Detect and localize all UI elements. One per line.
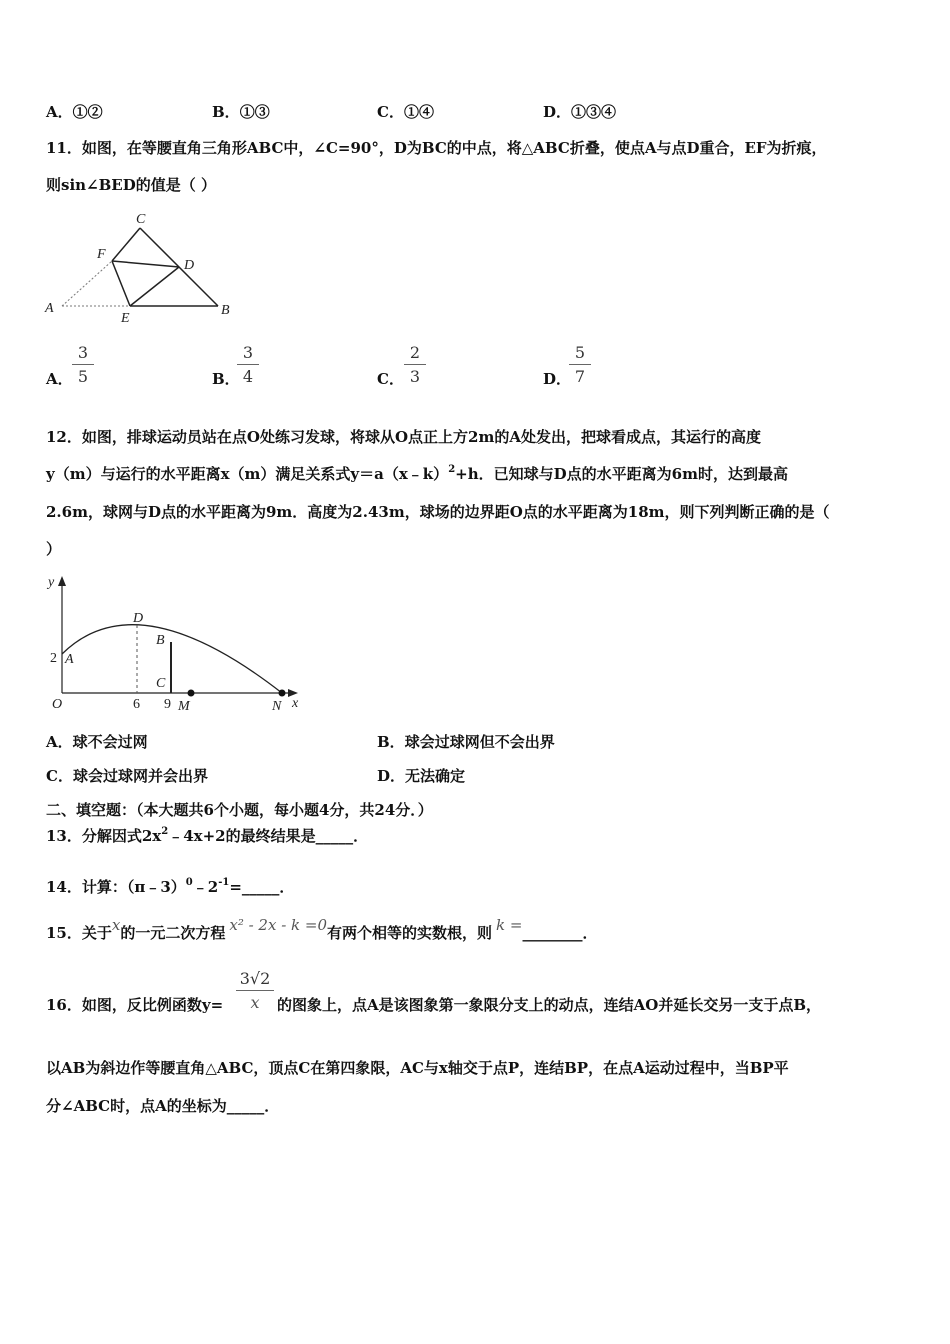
q16-post: 的图象上，点A是该图象第一象限分支上的动点，连结AO并延长交另一支于点B， — [277, 996, 822, 1014]
q12-stem-line2: y（m）与运行的水平距离x（m）满足关系式y＝a（x﹣k）$^2$+h．已知球与D点的水平距离为6m时，达到最高 — [46, 464, 788, 483]
label-two: 2 — [50, 651, 57, 666]
q11-triangle-figure — [40, 208, 240, 328]
label-b: B — [221, 303, 230, 318]
label-a: A — [45, 301, 54, 316]
q12-option-a: A．球不会过网 — [46, 733, 148, 751]
var-k: k = — [496, 916, 523, 934]
q12-trajectory-figure — [40, 570, 320, 716]
q14-stem: 14．计算：$(\pi﹣3)^0﹣2^{-1}=\_\_\_\_\_$． — [46, 877, 295, 896]
q16-line3: 分∠ABC时，点A的坐标为_____． — [46, 1097, 280, 1115]
q11-option-c-letter: C． — [377, 370, 404, 388]
label-nine: 9 — [164, 697, 171, 712]
q16-line2: 以AB为斜边作等腰直角△ABC，顶点C在第四象限，AC与x轴交于点P，连结BP，在点A运动过程中，当BP平 — [46, 1059, 789, 1077]
q10-option-a: A．①② — [46, 103, 103, 121]
label-d: D — [133, 611, 144, 626]
q12-option-c: C．球会过球网并会出界 — [46, 767, 208, 785]
q10-option-c: C．①④ — [377, 103, 434, 121]
equation: x² - 2x - k =0 — [229, 916, 328, 934]
label-c: C — [136, 212, 146, 227]
q11-option-d-letter: D． — [543, 370, 572, 388]
q16-fraction: 3√2 x — [236, 969, 274, 1012]
label-o: O — [52, 697, 63, 712]
var-x: x — [111, 916, 121, 934]
label-c: C — [156, 676, 166, 691]
q11-option-a-letter: A． — [46, 370, 73, 388]
q11-option-c-fraction: 2 3 — [404, 343, 426, 386]
label-n: N — [272, 699, 282, 714]
q11-option-b-fraction: 3 4 — [237, 343, 259, 386]
q12-stem-line4: ） — [46, 540, 62, 558]
label-y: y — [48, 575, 55, 590]
q11-option-b-letter: B． — [212, 370, 240, 388]
label-six: 6 — [133, 697, 140, 712]
q10-option-d: D．①③④ — [543, 103, 617, 121]
q12-option-d: D．无法确定 — [377, 767, 466, 785]
q12-option-b: B．球会过球网但不会出界 — [377, 733, 555, 751]
q16-pre: 16．如图，反比例函数y= — [46, 996, 224, 1014]
q12-stem-line1: 12．如图，排球运动员站在点O处练习发球，将球从O点正上方2m的A处发出，把球看成点，其运行的高度 — [46, 428, 761, 446]
q11-option-d-fraction: 5 7 — [569, 343, 591, 386]
q13-stem: 13．分解因式$2x^2﹣4x+2$的最终结果是_____． — [46, 826, 369, 845]
section-2-title: 二、填空题：（本大题共6个小题，每小题4分，共24分．） — [46, 801, 433, 819]
q15-stem: 15．关于x的一元二次方程 x² - 2x - k =0有两个相等的实数根，则 k =________． — [46, 916, 598, 942]
q12-stem-line3: 2.6m，球网与D点的水平距离为9m．高度为2.43m，球场的边界距O点的水平距离为18m，则下列判断正确的是（ — [46, 503, 830, 521]
label-e: E — [121, 311, 130, 326]
label-d: D — [184, 258, 195, 273]
label-m: M — [178, 699, 190, 714]
q11-option-a-fraction: 3 5 — [72, 343, 94, 386]
q10-option-b: B．①③ — [212, 103, 270, 121]
q11-stem-line1: 11．如图，在等腰直角三角形ABC中，∠C=90°，D为BC的中点，将△ABC折叠，使点A与点D重合，EF为折痕， — [46, 139, 827, 157]
q11-stem-line2: 则sin∠BED的值是（ ） — [46, 176, 216, 194]
label-b: B — [156, 633, 165, 648]
label-a: A — [65, 652, 74, 667]
label-f: F — [97, 247, 106, 262]
label-x: x — [292, 696, 299, 711]
